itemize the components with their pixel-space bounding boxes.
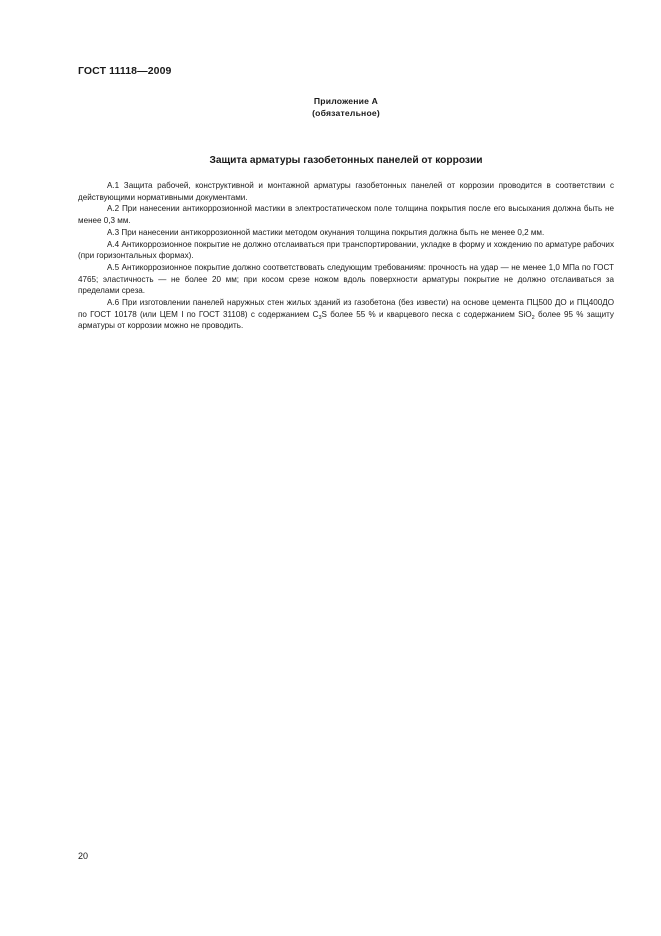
- paragraph-a1: А.1 Защита рабочей, конструктивной и монтажной арматуры газобетонных панелей от коррозии проводится в соответствии с действующими нормативными документами.: [78, 181, 614, 202]
- annex-status: (обязательное): [312, 108, 380, 118]
- paragraph-a5: А.5 Антикоррозионное покрытие должно соответствовать следующим требованиям: прочность на удар — не менее 1,0 МПа по ГОСТ 4765; эластичность — не более 20 мм; при косом срезе ножом вдоль поверхности арматуры покрытие не должно отслаиваться за пределами среза.: [78, 262, 614, 296]
- paragraph-a6-text-2: S более 55 % и кварцевого песка с содержанием SiO: [321, 309, 532, 319]
- paragraph-a6: [78, 297, 614, 332]
- document-code-header: ГОСТ 11118—2009: [78, 65, 172, 77]
- subscript-c3s: 3: [318, 314, 322, 321]
- paragraph-a6-text-3: более 95 % защиту арматуры от коррозии можно не проводить.: [78, 309, 614, 331]
- paragraph-a2: А.2 При нанесении антикоррозионной мастики в электростатическом поле толщина покрытия после его высыхания должна быть не менее 0,3 мм.: [78, 204, 614, 226]
- section-title: Защита арматуры газобетонных панелей от коррозии: [209, 155, 483, 166]
- annex-body: [78, 180, 614, 332]
- annex-title: Приложение А: [313, 96, 379, 106]
- paragraph-a4: А.4 Антикоррозионное покрытие не должно отслаиваться при транспортировании, укладке в форму и хождению по арматуре рабочих (при горизонтальных формах).: [78, 239, 614, 261]
- paragraph-a6-text-1: А.6 При изготовлении панелей наружных стен жилых зданий из газобетона (без извести) на основе цемента ПЦ500 ДО и ПЦ400ДО по ГОСТ 10178 (или ЦЕМ I по ГОСТ 31108) с содержанием C: [78, 298, 614, 319]
- paragraph-a3: А.3 При нанесении антикоррозионной мастики методом окунания толщина покрытия должна быть не менее 0,2 мм.: [107, 227, 545, 237]
- page-number: 20: [78, 851, 89, 861]
- subscript-sio2: 2: [531, 314, 535, 321]
